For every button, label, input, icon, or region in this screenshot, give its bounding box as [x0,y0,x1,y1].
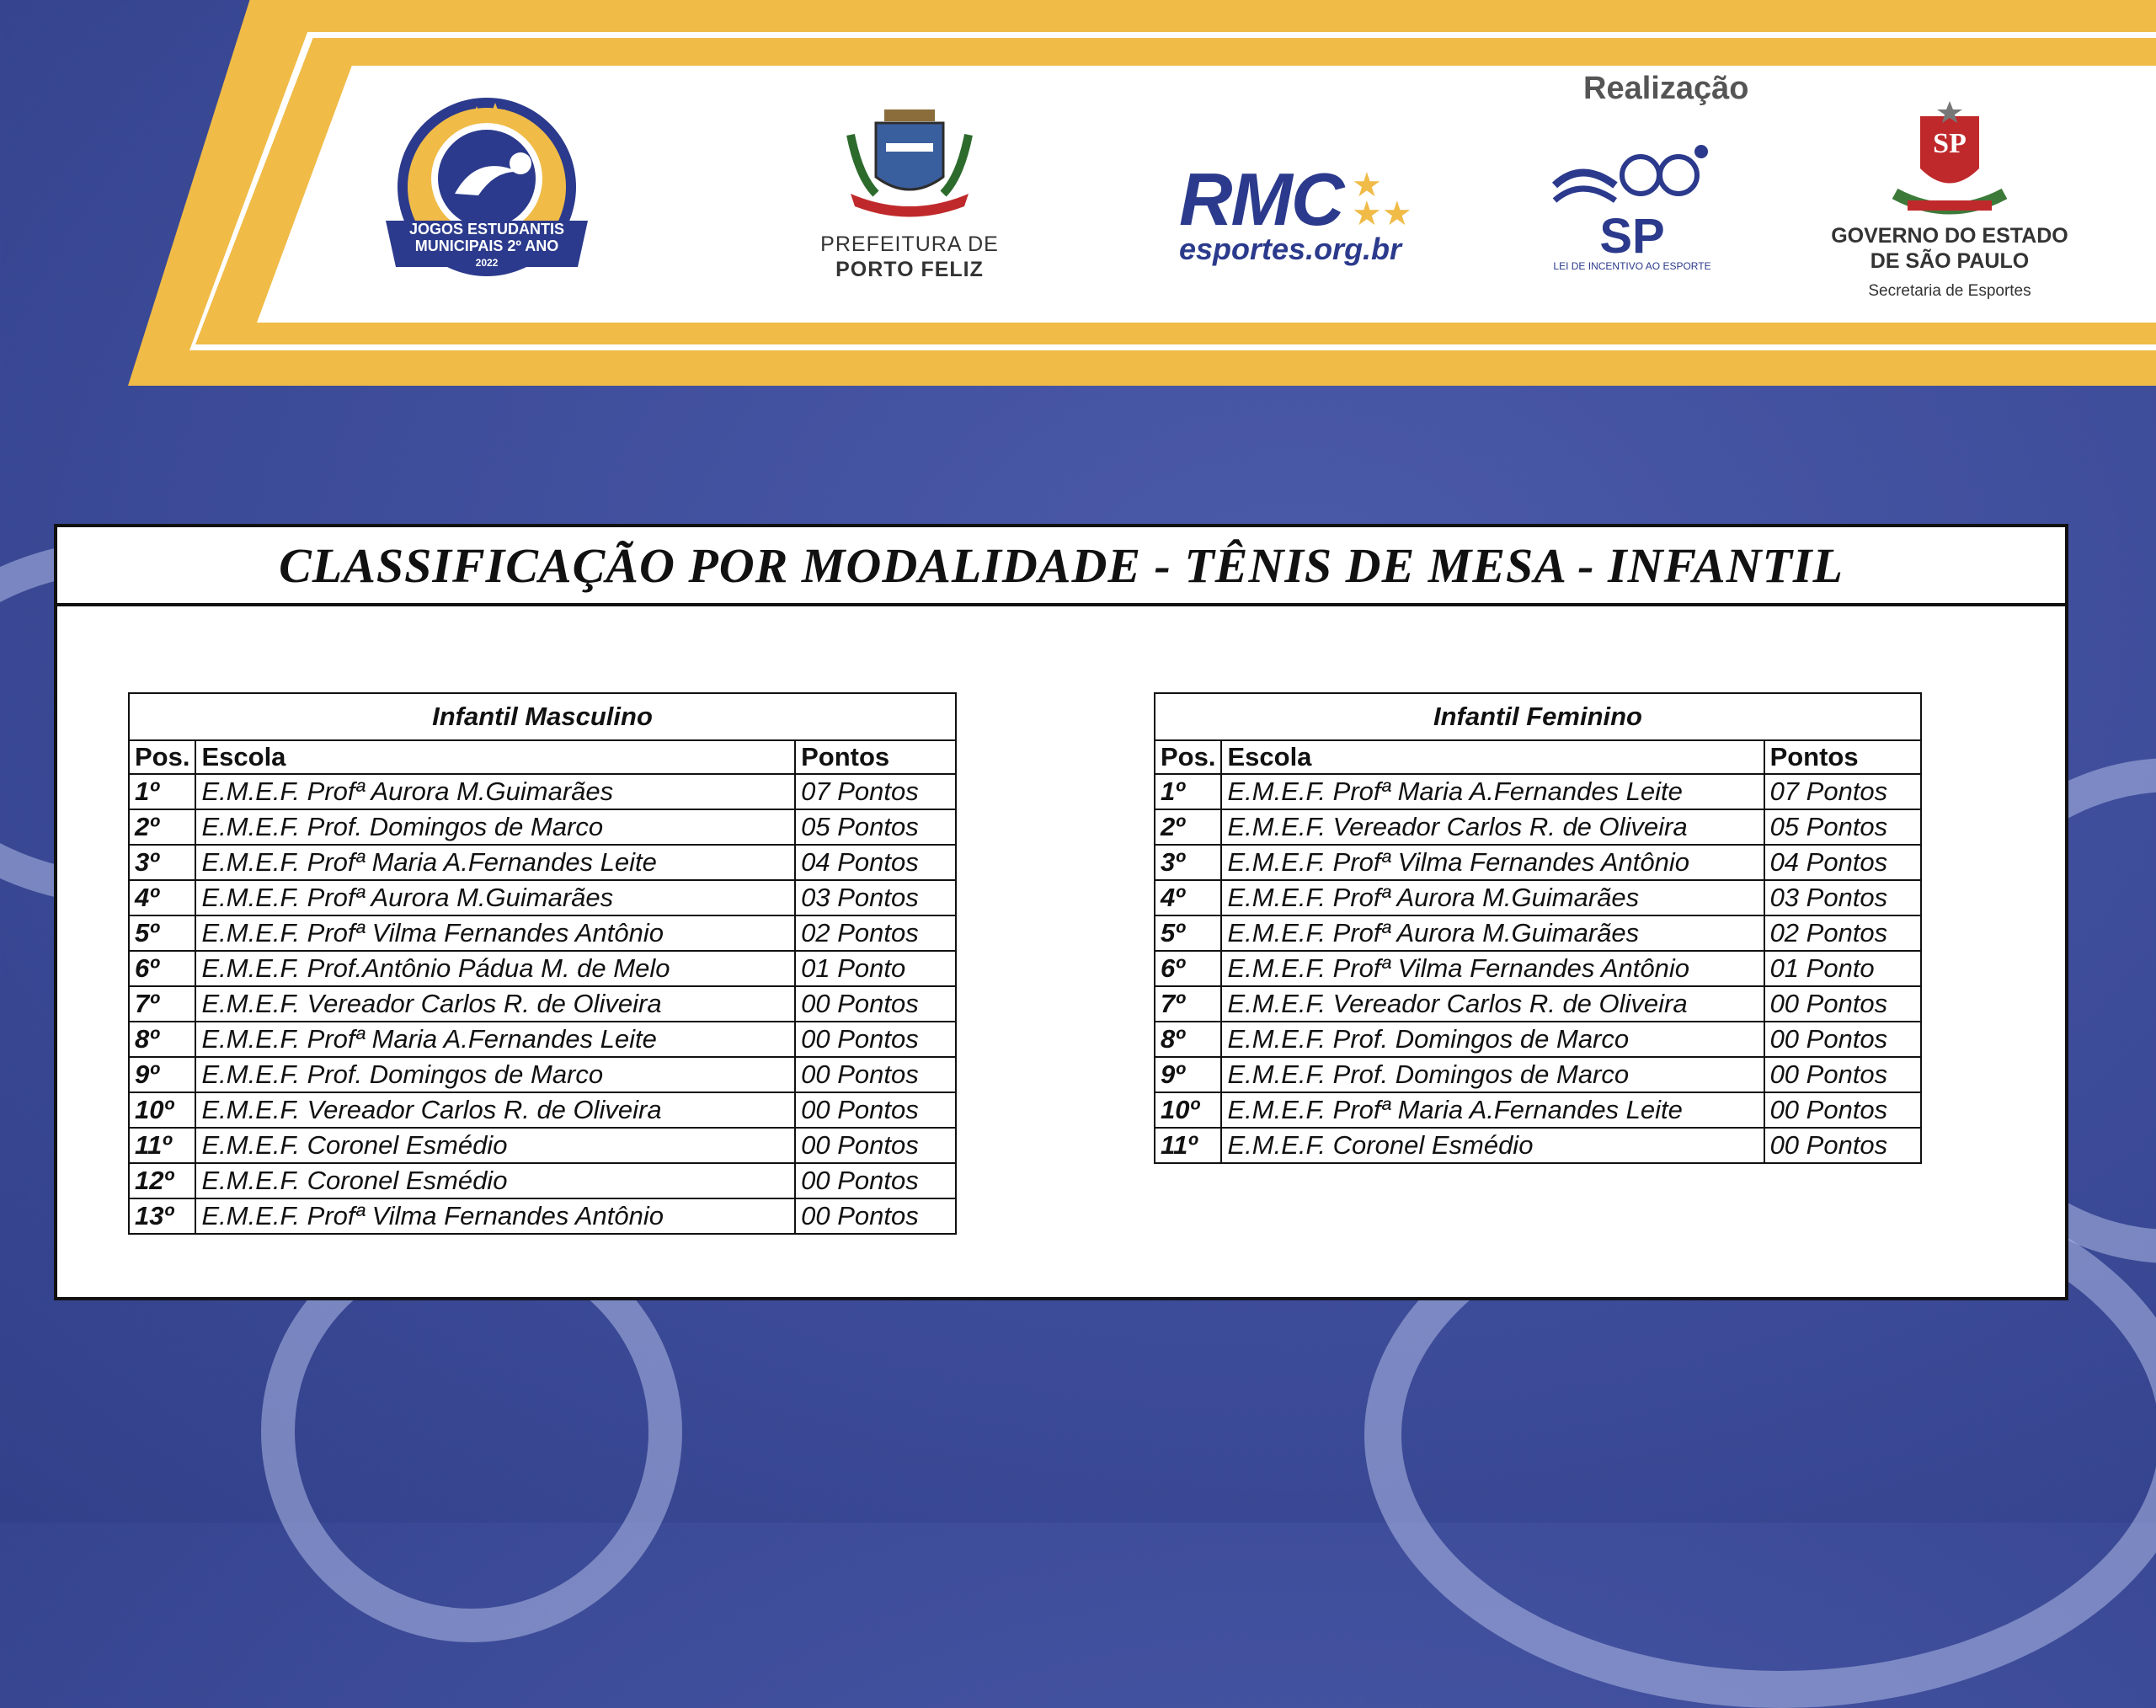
position-cell: 4º [129,880,195,915]
logo-governo-line1: GOVERNO DO ESTADO [1831,224,2068,248]
table-row [129,1198,956,1234]
position-cell: 11º [1155,1128,1221,1163]
logo-sp-lei-incentivo [1548,143,1716,270]
table-row [1155,1022,1921,1057]
table-row [129,880,956,915]
position-cell: 9º [1155,1057,1221,1092]
position-cell: 12º [129,1163,195,1198]
table-row [1155,1057,1921,1092]
points-cell: 05 Pontos [1764,809,1921,845]
points-cell: 00 Pontos [795,986,956,1022]
logo-jogos-line2: MUNICIPAIS 2º ANO [414,238,559,254]
points-cell: 00 Pontos [1764,1128,1921,1163]
school-cell: E.M.E.F. Profª Vilma Fernandes Antônio [195,1198,795,1234]
realizacao-label: Realização [1583,71,1749,106]
table-row [129,1022,956,1057]
points-cell: 00 Pontos [1764,1022,1921,1057]
points-cell: 02 Pontos [795,915,956,951]
position-cell: 7º [129,986,195,1022]
points-cell: 00 Pontos [795,1022,956,1057]
school-cell: E.M.E.F. Coronel Esmédio [195,1163,795,1198]
school-cell: E.M.E.F. Coronel Esmédio [195,1128,795,1163]
table-row [129,1128,956,1163]
position-cell: 10º [129,1092,195,1128]
logo-governo-line3: Secretaria de Esportes [1868,282,2031,300]
table-masculino [128,692,957,1235]
swimmer-cyclist-runner-icon [1548,143,1716,219]
logo-governo-sp [1811,101,2089,312]
points-cell: 01 Ponto [795,951,956,986]
coat-of-arms-icon [817,101,1002,227]
table-row [1155,915,1921,951]
position-cell: 1º [1155,774,1221,809]
logo-rmc-line2: esportes.org.br [1179,232,1402,266]
position-cell: 1º [129,774,195,809]
logo-jogos-estudantis [377,94,596,296]
points-cell: 07 Pontos [795,774,956,809]
school-cell: E.M.E.F. Profª Vilma Fernandes Antônio [195,915,795,951]
star-icons: ★ ★★ [1352,167,1412,232]
points-cell: 00 Pontos [795,1092,956,1128]
points-cell: 00 Pontos [795,1057,956,1092]
logo-prefeitura-line2: PORTO FELIZ [835,258,984,281]
position-cell: 5º [129,915,195,951]
classification-panel [54,524,2068,1300]
school-cell: E.M.E.F. Prof. Domingos de Marco [1221,1057,1764,1092]
table-row [129,1057,956,1092]
school-cell: E.M.E.F. Prof. Domingos de Marco [195,809,795,845]
logo-sp-line2: LEI DE INCENTIVO AO ESPORTE [1553,260,1711,272]
school-cell: E.M.E.F. Profª Maria A.Fernandes Leite [1221,774,1764,809]
column-header-pontos: Pontos [795,740,956,774]
school-cell: E.M.E.F. Profª Aurora M.Guimarães [1221,880,1764,915]
position-cell: 9º [129,1057,195,1092]
table-caption: Infantil Feminino [1155,693,1921,740]
position-cell: 4º [1155,880,1221,915]
table-caption: Infantil Masculino [129,693,956,740]
table-row [1155,809,1921,845]
logo-jogos-year: 2022 [475,257,499,269]
logo-prefeitura-line1: PREFEITURA DE [820,232,999,256]
school-cell: E.M.E.F. Prof.Antônio Pádua M. de Melo [195,951,795,986]
position-cell: 2º [129,809,195,845]
school-cell: E.M.E.F. Vereador Carlos R. de Oliveira [1221,809,1764,845]
position-cell: 13º [129,1198,195,1234]
table-row [129,1163,956,1198]
logo-jogos-line1: JOGOS ESTUDANTIS [408,221,565,238]
table-row [1155,774,1921,809]
seal-letters: SP [1933,128,1967,159]
column-header-escola: Escola [1221,740,1764,774]
logo-governo-line2: DE SÃO PAULO [1870,249,2030,273]
table-row [1155,986,1921,1022]
state-seal-icon [1811,101,2089,219]
column-header-pos: Pos. [1155,740,1221,774]
position-cell: 3º [1155,845,1221,880]
school-cell: E.M.E.F. Profª Maria A.Fernandes Leite [195,1022,795,1057]
points-cell: 00 Pontos [1764,986,1921,1022]
points-cell: 04 Pontos [1764,845,1921,880]
school-cell: E.M.E.F. Vereador Carlos R. de Oliveira [1221,986,1764,1022]
table-row [129,774,956,809]
table-row [1155,880,1921,915]
school-cell: E.M.E.F. Vereador Carlos R. de Oliveira [195,1092,795,1128]
position-cell: 8º [1155,1022,1221,1057]
logo-rmc-line1: RMC [1179,157,1343,241]
table-row [129,809,956,845]
table-row [129,951,956,986]
school-cell: E.M.E.F. Coronel Esmédio [1221,1128,1764,1163]
column-header-pontos: Pontos [1764,740,1921,774]
school-cell: E.M.E.F. Profª Aurora M.Guimarães [195,880,795,915]
table-row [129,986,956,1022]
school-cell: E.M.E.F. Prof. Domingos de Marco [1221,1022,1764,1057]
school-cell: E.M.E.F. Profª Vilma Fernandes Antônio [1221,845,1764,880]
points-cell: 07 Pontos [1764,774,1921,809]
school-cell: E.M.E.F. Profª Maria A.Fernandes Leite [195,845,795,880]
points-cell: 00 Pontos [1764,1092,1921,1128]
position-cell: 3º [129,845,195,880]
points-cell: 00 Pontos [795,1128,956,1163]
position-cell: 11º [129,1128,195,1163]
logo-sp-line1: SP [1599,209,1665,264]
school-cell: E.M.E.F. Profª Maria A.Fernandes Leite [1221,1092,1764,1128]
points-cell: 00 Pontos [1764,1057,1921,1092]
table-row [1155,1092,1921,1128]
table-row [1155,951,1921,986]
school-cell: E.M.E.F. Profª Aurora M.Guimarães [1221,915,1764,951]
table-row [129,915,956,951]
points-cell: 00 Pontos [795,1198,956,1234]
title-bar [57,527,2065,606]
position-cell: 10º [1155,1092,1221,1128]
points-cell: 03 Pontos [795,880,956,915]
position-cell: 6º [1155,951,1221,986]
table-row [129,1092,956,1128]
page-title: CLASSIFICAÇÃO POR MODALIDADE - TÊNIS DE MESA - INFANTIL [279,537,1844,593]
logo-rmc-esportes [1179,157,1432,274]
points-cell: 02 Pontos [1764,915,1921,951]
table-row [1155,845,1921,880]
column-header-pos: Pos. [129,740,195,774]
table-feminino [1154,692,1922,1164]
points-cell: 05 Pontos [795,809,956,845]
points-cell: 00 Pontos [795,1163,956,1198]
points-cell: 03 Pontos [1764,880,1921,915]
position-cell: 2º [1155,809,1221,845]
school-cell: E.M.E.F. Profª Vilma Fernandes Antônio [1221,951,1764,986]
points-cell: 04 Pontos [795,845,956,880]
column-header-escola: Escola [195,740,795,774]
school-cell: E.M.E.F. Profª Aurora M.Guimarães [195,774,795,809]
position-cell: 5º [1155,915,1221,951]
school-cell: E.M.E.F. Vereador Carlos R. de Oliveira [195,986,795,1022]
table-row [129,845,956,880]
position-cell: 6º [129,951,195,986]
table-row [1155,1128,1921,1163]
position-cell: 7º [1155,986,1221,1022]
points-cell: 01 Ponto [1764,951,1921,986]
school-cell: E.M.E.F. Prof. Domingos de Marco [195,1057,795,1092]
logo-prefeitura [817,101,1002,286]
position-cell: 8º [129,1022,195,1057]
